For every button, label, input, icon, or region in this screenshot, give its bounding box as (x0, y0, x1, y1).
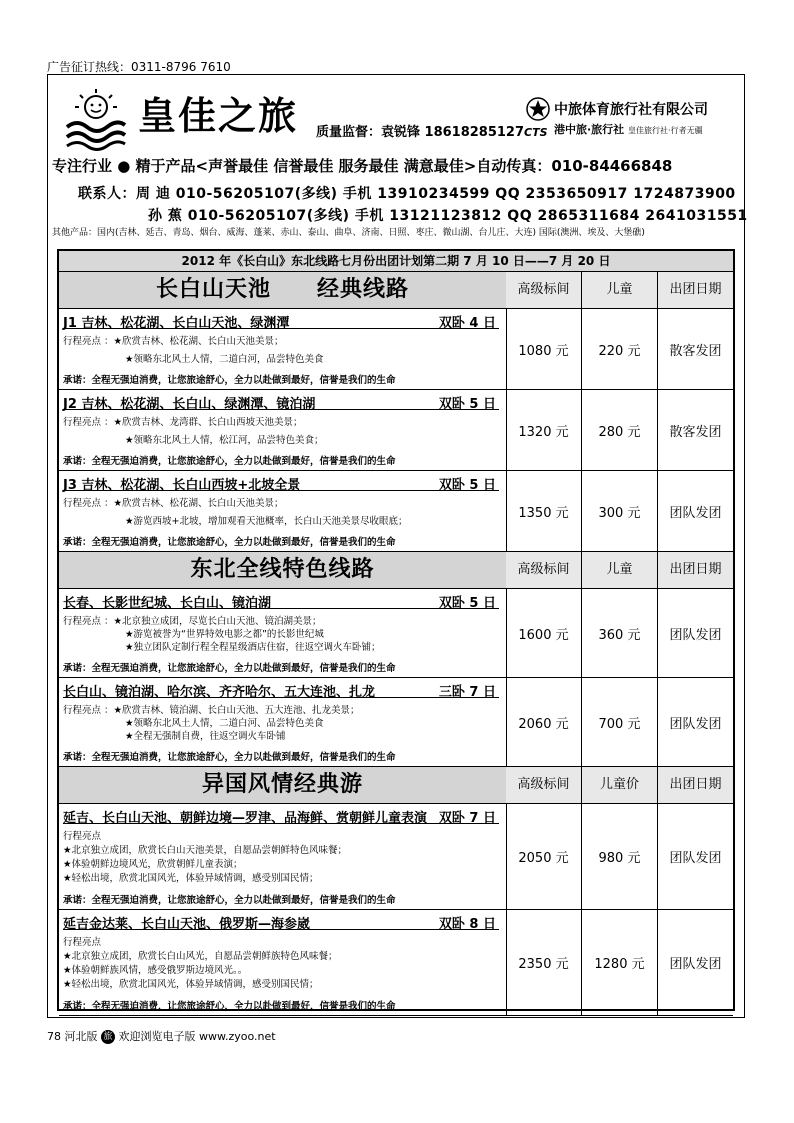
col-header-date: 出团日期 (658, 767, 733, 803)
route-description (59, 309, 507, 389)
route-promise: 承诺：全程无强迫消费，让您旅途舒心，全力以赴做到最好，信誉是我们的生命 (63, 752, 396, 763)
route-highlight: 行程亮点 ：★欣赏吉林、松花湖、长白山天池美景； (63, 498, 284, 509)
route-title: 长春、长影世纪城、长白山、镜泊湖 (63, 596, 272, 611)
route-days: 双卧 5 日 (438, 596, 496, 611)
route-description (59, 471, 507, 551)
route-row (59, 390, 733, 471)
route-description (59, 390, 507, 470)
route-highlight: 行程亮点 ：★欣赏吉林、龙湾群、长白山西坡天池美景； (63, 417, 303, 428)
star-emblem-icon (526, 97, 550, 121)
section-header (59, 272, 733, 309)
agency-logo (526, 93, 741, 153)
route-highlight: 行程亮点 ：★欣赏吉林、松花湖、长白山天池美景； (63, 336, 284, 347)
route-highlight: ★游览被誉为“世界特效电影之都”的长影世纪城 (125, 629, 324, 640)
price-child: 360 元 (582, 589, 658, 677)
agency-name: 中旅体育旅行社有限公司 (554, 102, 708, 118)
col-header-room: 高级标间 (506, 767, 582, 803)
section-title: 东北全线特色线路 (59, 552, 507, 588)
quality-supervisor: 质量监督：袁锐锋 18618285127CTS (316, 125, 548, 140)
contact-row: 孙 蕉 010-56205107(多线) 手机 13121123812 QQ 2865311684 2641031551 (148, 208, 748, 224)
route-highlight: ★全程无强制自费，往返空调火车卧铺 (125, 731, 286, 742)
route-highlight: ★北京独立成团，欣赏长白山天池美景，自愿品尝朝鲜特色风味餐； (63, 845, 348, 856)
route-highlight: 行程亮点 ：★北京独立成团，尽览长白山天池、镜泊湖美景； (63, 616, 322, 627)
route-days: 双卧 4 日 (438, 316, 496, 331)
price-room: 1320 元 (506, 390, 582, 470)
route-title: 长白山、镜泊湖、哈尔滨、齐齐哈尔、五大连池、扎龙 (63, 685, 376, 700)
route-promise: 承诺：全程无强迫消费，让您旅途舒心，全力以赴做到最好，信誉是我们的生命 (63, 375, 396, 386)
price-child: 300 元 (582, 471, 658, 551)
route-days: 双卧 5 日 (438, 478, 496, 493)
route-highlight: ★领略东北风土人情，二道白河、品尝特色美食 (125, 718, 324, 729)
page-frame (47, 74, 748, 1018)
route-promise: 承诺：全程无强迫消费，让您旅途舒心，全力以赴做到最好，信誉是我们的生命 (63, 1001, 396, 1012)
price-room: 1600 元 (506, 589, 582, 677)
section-header (59, 552, 733, 589)
departure-type: 团队发团 (669, 716, 722, 732)
price-child: 1280 元 (582, 910, 658, 1015)
contact-row: 联系人：周 迪 010-56205107(多线) 手机 13910234599 QQ 2353650917 1724873900 (78, 186, 736, 202)
route-highlight: ★领略东北风土人情，松江河，品尝特色美食； (125, 435, 324, 446)
route-title: 延吉金达莱、长白山天池、俄罗斯—海参崴 (63, 917, 311, 932)
ad-hotline: 广告征订热线：0311-8796 7610 (47, 60, 231, 74)
col-header-date: 出团日期 (658, 272, 733, 308)
route-row (59, 678, 733, 767)
route-promise: 承诺：全程无强迫消费，让您旅途舒心，全力以赴做到最好，信誉是我们的生命 (63, 456, 396, 467)
departure-type: 团队发团 (669, 505, 722, 521)
section-header (59, 767, 733, 804)
route-days: 双卧 5 日 (438, 397, 496, 412)
route-title: 延吉、长白山天池、朝鲜边境—罗津、品海鲜、赏朝鲜儿童表演 (63, 811, 428, 826)
route-highlight: ★游览西坡+北坡，增加观看天池概率，长白山天池美景尽收眼底； (125, 516, 408, 527)
price-room: 2060 元 (506, 678, 582, 766)
route-row (59, 910, 733, 1016)
agency-subname: 港中旅·旅行社 皇佳旅行社·行者无疆 (554, 123, 703, 136)
price-child: 700 元 (582, 678, 658, 766)
route-promise: 承诺：全程无强迫消费，让您旅途舒心，全力以赴做到最好，信誉是我们的生命 (63, 537, 396, 548)
departure-type: 团队发团 (669, 627, 722, 643)
route-highlight: ★体验朝鲜族风情，感受俄罗斯边境风光。。 (63, 965, 248, 976)
header (48, 75, 748, 245)
itinerary-table (57, 249, 735, 1011)
price-room: 1080 元 (506, 309, 582, 389)
col-header-child: 儿童价 (582, 767, 658, 803)
route-highlight: 行程亮点 ：★欣赏吉林、镜泊湖、长白山天池、五大连池、扎龙美景； (63, 705, 360, 716)
col-header-child: 儿童 (582, 552, 658, 588)
col-header-child: 儿童 (582, 272, 658, 308)
departure-type: 团队发团 (669, 851, 722, 866)
price-room: 1350 元 (506, 471, 582, 551)
other-products: 其他产品：国内(吉林、延吉、青岛、烟台、威海、蓬莱、赤山、泰山、曲阜、济南、日照、枣庄、微山湖、台儿庄、大连) 国际(澳洲、埃及、大堡礁) (52, 228, 645, 238)
brand-name: 皇佳之旅 (138, 94, 299, 138)
slogan: 专注行业 ● 精于产品<声誉最佳 信誉最佳 服务最佳 满意最佳>自动传真：010-84466848 (52, 157, 673, 175)
route-highlight: ★体验朝鲜边境风光，欣赏朝鲜儿童表演； (63, 859, 243, 870)
route-description (59, 910, 507, 1015)
page-footer: 78 河北版 旅 欢迎浏览电子版 www.zyoo.net (47, 1030, 276, 1043)
col-header-room: 高级标间 (506, 272, 582, 308)
route-title: J2 吉林、松花湖、长白山、绿渊潭、镜泊湖 (63, 397, 316, 412)
route-row (59, 471, 733, 552)
route-description (59, 804, 507, 909)
price-child: 280 元 (582, 390, 658, 470)
departure-type: 散客发团 (669, 343, 722, 359)
route-highlight: ★北京独立成团，欣赏长白山风光，自愿品尝朝鲜族特色风味餐； (63, 951, 338, 962)
price-child: 220 元 (582, 309, 658, 389)
route-highlight: ★独立团队定制行程全程星级酒店住宿，往返空调火车卧铺； (125, 642, 381, 653)
price-room: 2050 元 (506, 804, 582, 909)
route-highlight: 行程亮点 (63, 831, 102, 842)
travel-badge-icon: 旅 (101, 1030, 115, 1044)
route-row (59, 309, 733, 390)
route-description (59, 678, 507, 766)
route-days: 双卧 8 日 (438, 917, 496, 932)
section-title: 长白山天池 经典线路 (59, 272, 507, 308)
departure-type: 散客发团 (669, 424, 722, 440)
table-title: 2012 年《长白山》东北线路七月份出团计划第二期 7 月 10 日——7 月 20 日 (59, 251, 733, 272)
col-header-room: 高级标间 (506, 552, 582, 588)
route-days: 双卧 7 日 (438, 811, 496, 826)
section-title: 异国风情经典游 (59, 767, 507, 803)
route-highlight: ★领略东北风土人情，二道白河，品尝特色美食 (125, 354, 324, 365)
col-header-date: 出团日期 (658, 552, 733, 588)
route-row (59, 589, 733, 678)
route-title: J1 吉林、松花湖、长白山天池、绿渊潭 (63, 316, 290, 331)
price-room: 2350 元 (506, 910, 582, 1015)
route-highlight: 行程亮点 (63, 937, 102, 948)
route-days: 三卧 7 日 (438, 685, 496, 700)
route-row (59, 804, 733, 910)
route-promise: 承诺：全程无强迫消费，让您旅途舒心，全力以赴做到最好，信誉是我们的生命 (63, 895, 396, 906)
departure-type: 团队发团 (669, 957, 722, 972)
route-title: J3 吉林、松花湖、长白山西坡+北坡全景 (63, 478, 301, 493)
price-child: 980 元 (582, 804, 658, 909)
route-highlight: ★轻松出境，欣赏北国风光，体验异域情调，感受别国民情； (63, 979, 319, 990)
route-promise: 承诺：全程无强迫消费，让您旅途舒心，全力以赴做到最好，信誉是我们的生命 (63, 663, 396, 674)
route-highlight: ★轻松出境，欣赏北国风光，体验异域情调，感受别国民情； (63, 873, 319, 884)
route-description (59, 589, 507, 677)
sun-waves-logo-icon (63, 85, 129, 151)
